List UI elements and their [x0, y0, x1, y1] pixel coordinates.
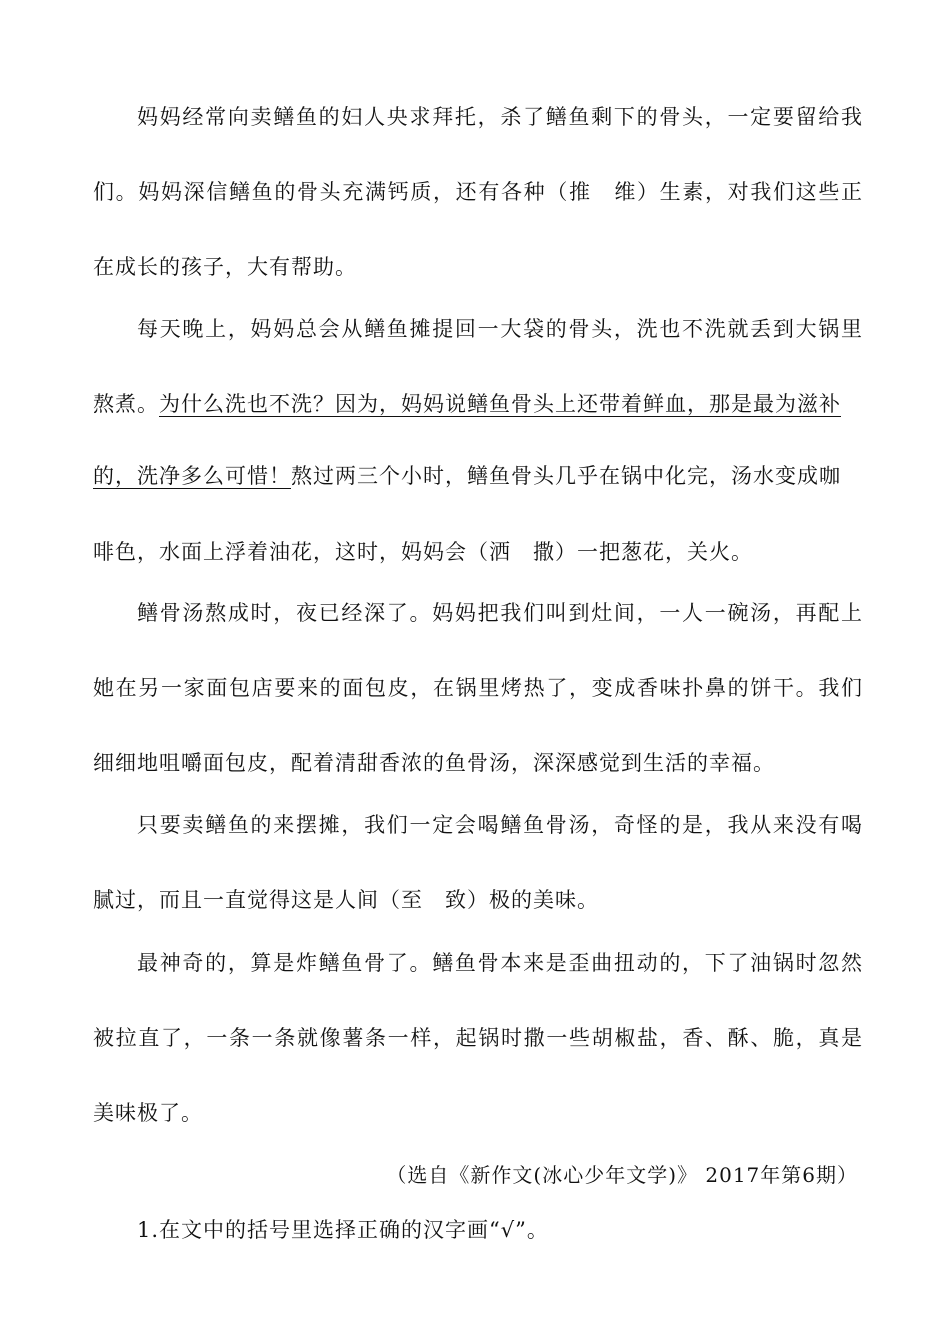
- paragraph-3-line-2: 她在另一家面包店要来的面包皮，在锅里烤热了，变成香味扑鼻的饼干。我们: [93, 676, 863, 700]
- source-citation: （选自《新作文(冰心少年文学)》 2017年第6期）: [386, 1163, 858, 1187]
- paragraph-2-line-4: 啡色，水面上浮着油花，这时，妈妈会（洒 撒）一把葱花，关火。: [93, 540, 753, 564]
- paragraph-2-line-3: [93, 461, 863, 491]
- underlined-sentence-part-2: 的，洗净多么可惜！: [93, 464, 291, 488]
- paragraph-3-line-1: 鳝骨汤熬成时，夜已经深了。妈妈把我们叫到灶间，一人一碗汤，再配上: [137, 601, 863, 625]
- paragraph-1-line-2: 们。妈妈深信鳝鱼的骨头充满钙质，还有各种（推 维）生素，对我们这些正: [93, 180, 863, 204]
- paragraph-2-line-2: [93, 389, 863, 419]
- paragraph-3-line-3: 细细地咀嚼面包皮，配着清甜香浓的鱼骨汤，深深感觉到生活的幸福。: [93, 751, 775, 775]
- paragraph-4-line-1: 只要卖鳝鱼的来摆摊，我们一定会喝鳝鱼骨汤，奇怪的是，我从来没有喝: [137, 813, 863, 837]
- paragraph-2-line-1: 每天晚上，妈妈总会从鳝鱼摊提回一大袋的骨头，洗也不洗就丢到大锅里: [137, 317, 863, 341]
- paragraph-2-line-2-plain: 熬煮。: [93, 392, 159, 416]
- paragraph-2-line-3-plain: 熬过两三个小时，鳝鱼骨头几乎在锅中化完，汤水变成咖: [291, 464, 841, 488]
- underlined-sentence-part-1: 为什么洗也不洗？因为，妈妈说鳝鱼骨头上还带着鲜血，那是最为滋补: [159, 392, 841, 416]
- paragraph-5-line-1: 最神奇的，算是炸鳝鱼骨了。鳝鱼骨本来是歪曲扭动的，下了油锅时忽然: [137, 951, 863, 975]
- paragraph-5-line-3: 美味极了。: [93, 1101, 203, 1125]
- paragraph-1-line-3: 在成长的孩子，大有帮助。: [93, 255, 357, 279]
- paragraph-4-line-2: 腻过，而且一直觉得这是人间（至 致）极的美味。: [93, 888, 599, 912]
- paragraph-1-line-1: 妈妈经常向卖鳝鱼的妇人央求拜托，杀了鳝鱼剩下的骨头，一定要留给我: [137, 105, 863, 129]
- question-1: 1.在文中的括号里选择正确的汉字画“√”。: [137, 1218, 549, 1242]
- paragraph-5-line-2: 被拉直了，一条一条就像薯条一样，起锅时撒一些胡椒盐，香、酥、脆，真是: [93, 1026, 863, 1050]
